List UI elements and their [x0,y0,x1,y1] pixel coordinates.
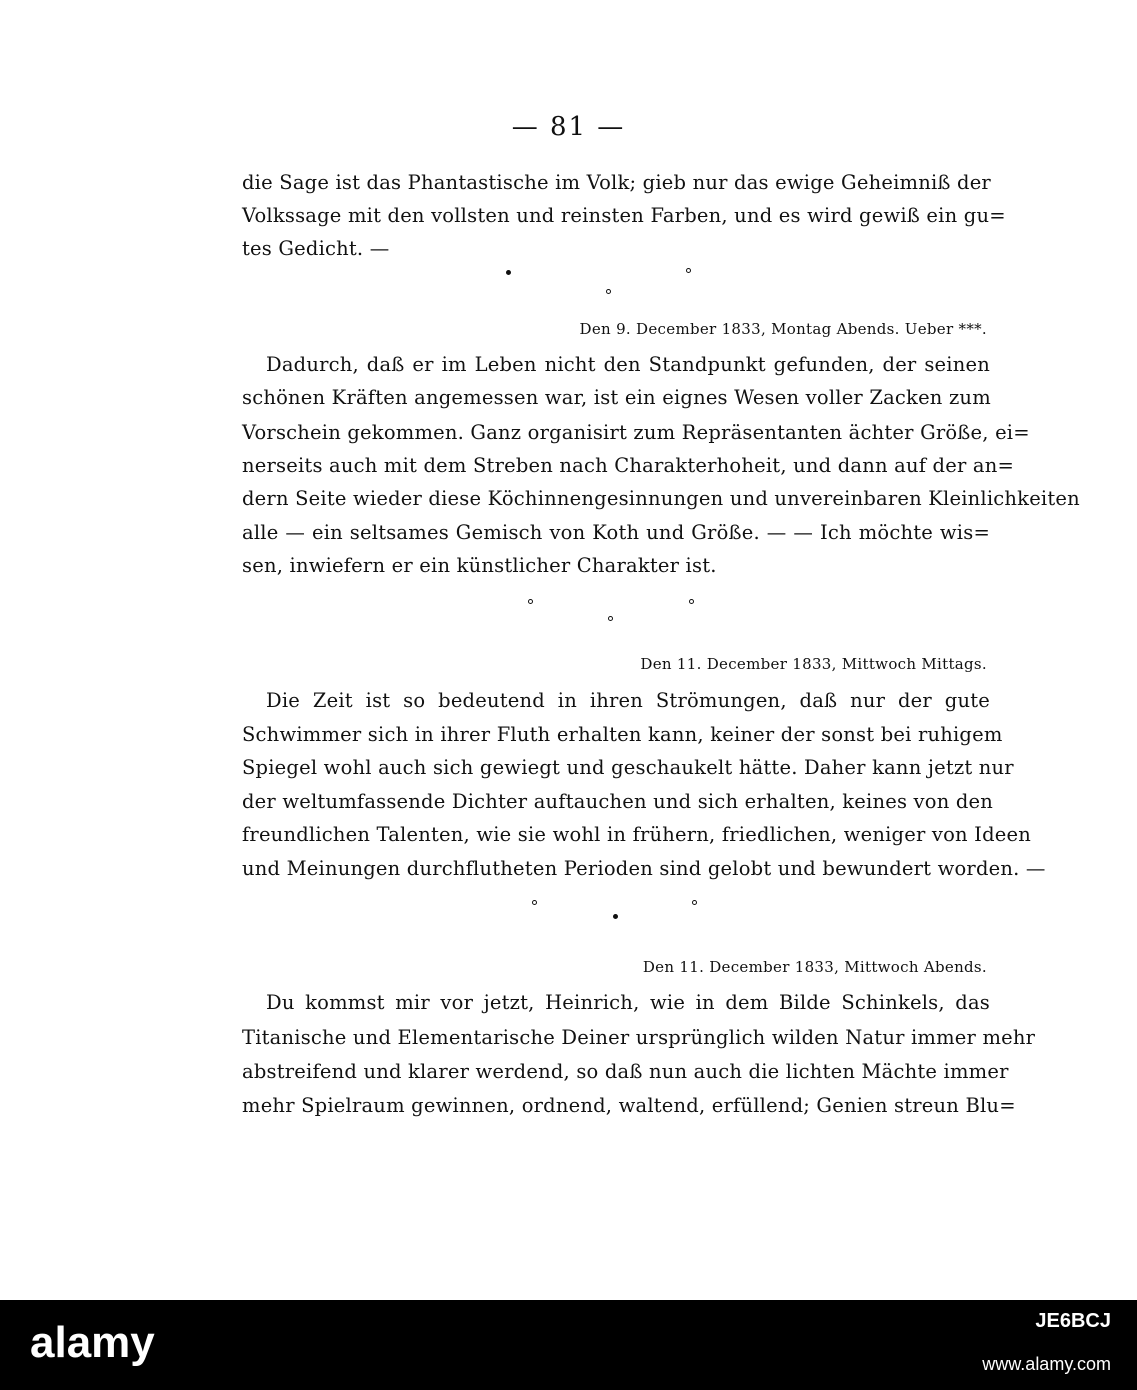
separator-dot [528,599,533,604]
text-line: sen, inwiefern er ein künstlicher Charakter ist. [242,554,717,577]
text-line: und Meinungen durchflutheten Perioden sind gelobt und bewundert worden. — [242,857,1046,880]
text-line: Dadurch, daß er im Leben nicht den Standpunkt gefunden, der seinen [266,353,990,376]
watermark-footer [0,1300,1137,1390]
page-number: — 81 — [511,112,626,142]
brand-logo: alamy [30,1318,155,1367]
text-line: Vorschein gekommen. Ganz organisirt zum Repräsentanten ächter Größe, ei= [242,421,1030,444]
text-line: Titanische und Elementarische Deiner ursprünglich wilden Natur immer mehr [242,1026,1036,1049]
text-line: freundlichen Talenten, wie sie wohl in frühern, friedlichen, weniger von Ideen [242,823,1032,846]
separator-dot [692,900,697,905]
separator-dot [606,289,611,294]
separator-dot [506,270,511,275]
text-line: Die Zeit ist so bedeutend in ihren Strömungen, daß nur der gute [266,689,990,712]
text-line: alle — ein seltsames Gemisch von Koth und Größe. — — Ich möchte wis= [242,521,990,544]
separator-dot [689,599,694,604]
separator-dot [613,914,618,919]
text-line: tes Gedicht. — [242,237,390,260]
text-line: nerseits auch mit dem Streben nach Charakterhoheit, und dann auf der an= [242,454,1015,477]
entry-dateline: Den 11. December 1833, Mittwoch Mittags. [640,655,987,673]
separator-dot [608,616,613,621]
text-line: dern Seite wieder diese Köchinnengesinnungen und unvereinbaren Kleinlichkeiten [242,487,1080,510]
entry-dateline: Den 11. December 1833, Mittwoch Abends. [642,958,987,976]
text-line: mehr Spielraum gewinnen, ordnend, waltend, erfüllend; Genien streun Blu= [242,1094,1016,1117]
footer-url: www.alamy.com [982,1354,1111,1374]
image-id: JE6BCJ [1035,1310,1111,1332]
text-line: die Sage ist das Phantastische im Volk; gieb nur das ewige Geheimniß der [242,171,991,194]
text-line: Du kommst mir vor jetzt, Heinrich, wie in dem Bilde Schinkels, das [266,991,990,1014]
text-line: der weltumfassende Dichter auftauchen und sich erhalten, keines von den [242,790,994,813]
entry-dateline: Den 9. December 1833, Montag Abends. Ueber ***. [579,320,987,338]
separator-dot [532,900,537,905]
text-line: abstreifend und klarer werdend, so daß nun auch die lichten Mächte immer [242,1060,1009,1083]
text-line: Spiegel wohl auch sich gewiegt und geschaukelt hätte. Daher kann jetzt nur [242,756,1014,779]
text-line: schönen Kräften angemessen war, ist ein eignes Wesen voller Zacken zum [242,386,991,409]
separator-dot [686,268,691,273]
text-line: Volkssage mit den vollsten und reinsten Farben, und es wird gewiß ein gu= [242,204,1006,227]
text-line: Schwimmer sich in ihrer Fluth erhalten kann, keiner der sonst bei ruhigem [242,723,1003,746]
